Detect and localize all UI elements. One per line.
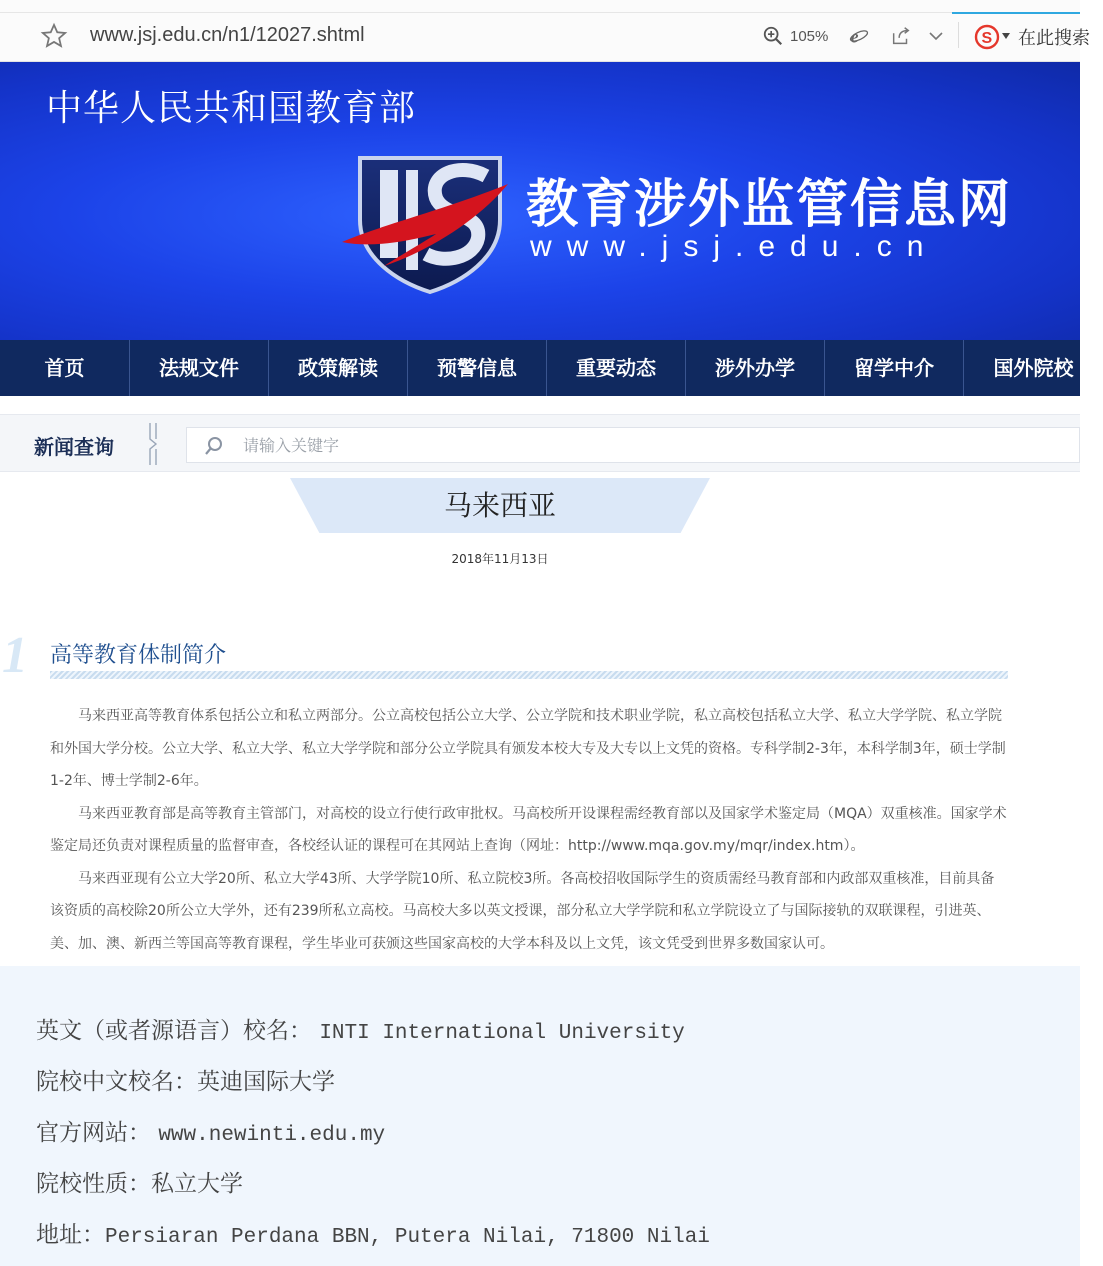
address-value: Persiaran Perdana BBN, Putera Nilai, 71800 Nilai [105,1226,710,1249]
nav-item-home[interactable]: 首页 [0,340,130,396]
zoom-icon[interactable] [762,25,784,47]
news-search-label: 新闻查询 [34,435,114,459]
english-name-value: INTI International University [319,1022,685,1045]
search-engine-dropdown-icon[interactable] [1002,33,1010,39]
chevron-down-icon[interactable] [926,27,946,45]
article-date: 2018年11月13日 [451,552,549,566]
paragraph: 马来西亚现有公立大学20所、私立大学43所、大学学院10所、私立院校3所。各高校招收国际学生的资质需经马教育部和内政部双重核准，目前具备该资质的高校除20所公立大学外，还有239所私立高校。马高校大多以英文授课，部分私立大学学院和私立学院设立了与国际接轨的双联课程，引进英、美、加、澳、新西兰等国高等教育课程，学生毕业可获颁这些国家高校的大学本科及以上文凭，该文凭受到世界多数国家认可。 [50,870,995,952]
website-label: 官方网站： [36,1120,151,1146]
nav-item-news[interactable]: 重要动态 [547,340,686,396]
section-divider [50,671,1008,679]
section-title: 高等教育体制简介 [50,643,227,668]
site-logo[interactable] [340,154,510,294]
search-icon[interactable] [203,435,225,457]
news-search-bar [0,414,1080,472]
article-body [50,700,1008,960]
nav-item-policy[interactable]: 政策解读 [269,340,408,396]
section-number: 1 [2,627,28,684]
svg-text:S: S [981,30,993,47]
main-nav [0,340,1080,396]
zoom-level[interactable]: 105% [790,28,829,45]
address-label: 地址： [36,1222,105,1248]
site-domain: www.jsj.edu.cn [530,230,939,263]
news-search-box[interactable] [186,427,1080,463]
tab-strip-line [0,12,1080,13]
school-info-panel [0,966,1080,1266]
chinese-name-label: 院校中文校名： [36,1069,197,1095]
url-field[interactable]: www.jsj.edu.cn/n1/12027.shtml [90,24,365,46]
site-name: 教育涉外监管信息网 [526,174,1013,235]
toolbar-divider [958,22,959,48]
favorite-star-icon[interactable] [40,22,68,50]
site-banner [0,62,1080,340]
divider-icon [144,423,162,465]
browser-search-box[interactable]: 在此搜索 [1018,28,1090,49]
chinese-name-value: 英迪国际大学 [197,1069,335,1095]
article-title: 马来西亚 [443,489,556,522]
chinese-name-row [36,1063,335,1096]
nav-item-overseas-institutions[interactable]: 国外院校 [993,356,1074,380]
address-row [36,1216,710,1249]
svg-text:e: e [850,26,859,47]
paragraph: 马来西亚教育部是高等教育主管部门，对高校的设立行使行政审批权。马高校所开设课程需经教育部以及国家学术鉴定局（MQA）双重核准。国家学术鉴定局还负责对课程质量的监督审查，各校经认证的课程可在其网站上查询（网址：http://www.mqa.gov.my/mqr/index.htm）。 [50,805,1007,854]
share-icon[interactable] [890,25,912,47]
english-name-label: 英文（或者源语言）校名： [36,1018,312,1044]
browser-address-bar [0,0,1090,62]
active-tab-indicator [952,12,1080,14]
english-name-row [36,1012,685,1045]
nav-item-agencies[interactable]: 留学中介 [825,340,964,396]
sogou-search-icon[interactable] [974,24,1000,50]
school-type-label: 院校性质： [36,1171,151,1197]
school-type-value: 私立大学 [151,1171,243,1197]
ministry-name: 中华人民共和国教育部 [46,88,417,129]
ie-compat-icon[interactable] [848,25,870,47]
nav-item-foreign-schools[interactable]: 涉外办学 [686,340,825,396]
news-search-input[interactable] [243,428,1063,462]
nav-item-regulations[interactable]: 法规文件 [130,340,269,396]
paragraph: 马来西亚高等教育体系包括公立和私立两部分。公立高校包括公立大学、公立学院和技术职业学院，私立高校包括私立大学、私立大学学院、私立学院和外国大学分校。公立大学、私立大学、私立大学学院和部分公立学院具有颁发本校大专及大专以上文凭的资格。专科学制2-3年，本科学制3年，硕士学制1-2年、博士学制2-6年。 [50,708,1006,789]
school-type-row [36,1165,243,1198]
nav-item-warnings[interactable]: 预警信息 [408,340,547,396]
website-value[interactable]: www.newinti.edu.my [158,1124,386,1147]
website-row [36,1114,385,1147]
